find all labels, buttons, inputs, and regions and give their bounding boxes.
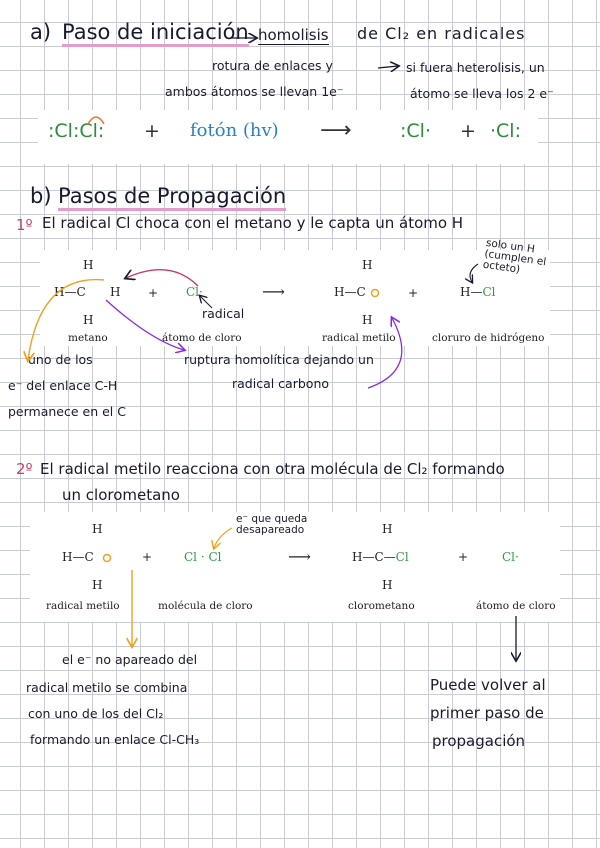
eq-arrow: ⟶ xyxy=(320,118,352,143)
step2-number: 2º xyxy=(16,460,33,478)
section-a-letter: a) xyxy=(30,20,52,44)
methane-h-bottom: H xyxy=(83,313,94,327)
eq-plus-2: + xyxy=(460,120,476,142)
section-a-title: Paso de iniciación xyxy=(62,20,249,47)
step1-number: 1º xyxy=(16,216,33,234)
caption2-molecula-cloro: molécula de cloro xyxy=(158,600,253,612)
methane-h-right: H xyxy=(110,285,121,299)
step2-note-right-1: Puede volver al xyxy=(430,676,546,694)
methyl-h-bottom: H xyxy=(362,313,373,327)
arrow-purple-mid xyxy=(106,300,184,350)
arrow-e-desapareado xyxy=(214,528,232,548)
arrow-orange-cleft xyxy=(28,280,104,360)
cl2-electron-arc xyxy=(88,117,104,124)
methyl2-radical-dot xyxy=(104,555,111,562)
eq-photon: fotón (hv) xyxy=(190,120,279,141)
chlorine-atom-2: Cl· xyxy=(502,550,519,564)
caption-atomo-de-cloro: átomo de cloro xyxy=(162,332,242,344)
step1-note-mid-2: radical carbono xyxy=(232,376,330,391)
caption-cloruro-hidrogeno: cloruro de hidrógeno xyxy=(432,332,545,344)
e-desapareado-note: e⁻ que queda desapareado xyxy=(236,513,308,536)
step2-note-right-2: primer paso de xyxy=(430,704,544,722)
step2-note-bottom-1: el e⁻ no apareado del xyxy=(62,652,198,667)
step2-arrow: ⟶ xyxy=(288,547,311,566)
step2-text-2: un clorometano xyxy=(62,486,180,504)
chlorine-atom: Cl· xyxy=(186,285,203,299)
methyl-radical-dot xyxy=(372,290,379,297)
step2-note-right-3: propagación xyxy=(432,732,526,750)
cl2-molecule: Cl · Cl xyxy=(184,550,222,564)
step1-arrow: ⟶ xyxy=(262,282,285,301)
eq-product-2: ·Cl: xyxy=(490,120,521,142)
step1-note-left-3: permanece en el C xyxy=(8,404,126,419)
methyl-h-c: H—C xyxy=(334,285,366,299)
methane-h-top: H xyxy=(83,258,94,272)
methyl-h-top: H xyxy=(362,258,373,272)
methane-h-left: H—C xyxy=(54,285,86,299)
step1-note-mid-1: ruptura homolítica dejando un xyxy=(184,352,374,367)
eq-plus-1: + xyxy=(144,120,160,142)
arrow-heterolisis xyxy=(378,66,398,68)
eq-product-1: :Cl· xyxy=(400,120,431,142)
step2-note-bottom-2: radical metilo se combina xyxy=(26,680,188,695)
arrow-radical-label xyxy=(200,296,212,308)
section-b-title: Pasos de Propagación xyxy=(58,184,286,211)
chloromethane-h-bottom: H xyxy=(382,578,393,592)
eq-reactant: :Cl:Cl: xyxy=(48,120,105,142)
methyl2-h-bottom: H xyxy=(92,578,103,592)
methyl2-h-top: H xyxy=(92,522,103,536)
step2-plus: + xyxy=(142,550,153,564)
step1-plus-2: + xyxy=(408,286,419,300)
step2-note-bottom-3: con uno de los del Cl₂ xyxy=(28,706,164,721)
caption2-clorometano: clorometano xyxy=(348,600,415,612)
chloromethane-body: H—C—Cl xyxy=(352,550,409,564)
step2-text-1: El radical metilo reacciona con otra molécula de Cl₂ formando xyxy=(40,460,505,478)
caption-radical-metilo: radical metilo xyxy=(322,332,396,344)
solo-un-h-note: solo un H (cumplen el octeto) xyxy=(482,236,547,276)
arrow-solo-h xyxy=(470,264,478,282)
arrow-chlorine-to-h xyxy=(126,270,198,286)
caption-metano: metano xyxy=(68,332,108,344)
caption2-radical-metilo: radical metilo xyxy=(46,600,120,612)
section-a-note-left-2: ambos átomos se llevan 1e⁻ xyxy=(165,84,344,99)
hcl-molecule: H—Cl xyxy=(460,285,496,299)
section-a-note-right-1: si fuera heterolisis, un xyxy=(406,60,545,75)
section-a-arrow-word: homolisis xyxy=(258,26,329,44)
chloromethane-h-top: H xyxy=(382,522,393,536)
step1-plus: + xyxy=(148,286,159,300)
section-a-note-left-1: rotura de enlaces y xyxy=(212,58,333,73)
step1-note-left-2: e⁻ del enlace C-H xyxy=(8,378,118,393)
arrow-purple-radical xyxy=(368,318,402,388)
section-a-rest: de Cl₂ en radicales xyxy=(357,24,526,43)
step2-note-bottom-4: formando un enlace Cl-CH₃ xyxy=(30,732,200,747)
step1-note-left-1: uno de los xyxy=(28,352,93,367)
radical-label: radical xyxy=(202,306,245,321)
section-a-note-right-2: átomo se lleva los 2 e⁻ xyxy=(410,86,554,101)
step1-text: El radical Cl choca con el metano y le capta un átomo H xyxy=(42,214,464,232)
caption2-atomo-cloro: átomo de cloro xyxy=(476,600,556,612)
methyl2-h-c: H—C xyxy=(62,550,94,564)
section-b-letter: b) xyxy=(30,184,52,208)
step2-plus-2: + xyxy=(458,550,469,564)
